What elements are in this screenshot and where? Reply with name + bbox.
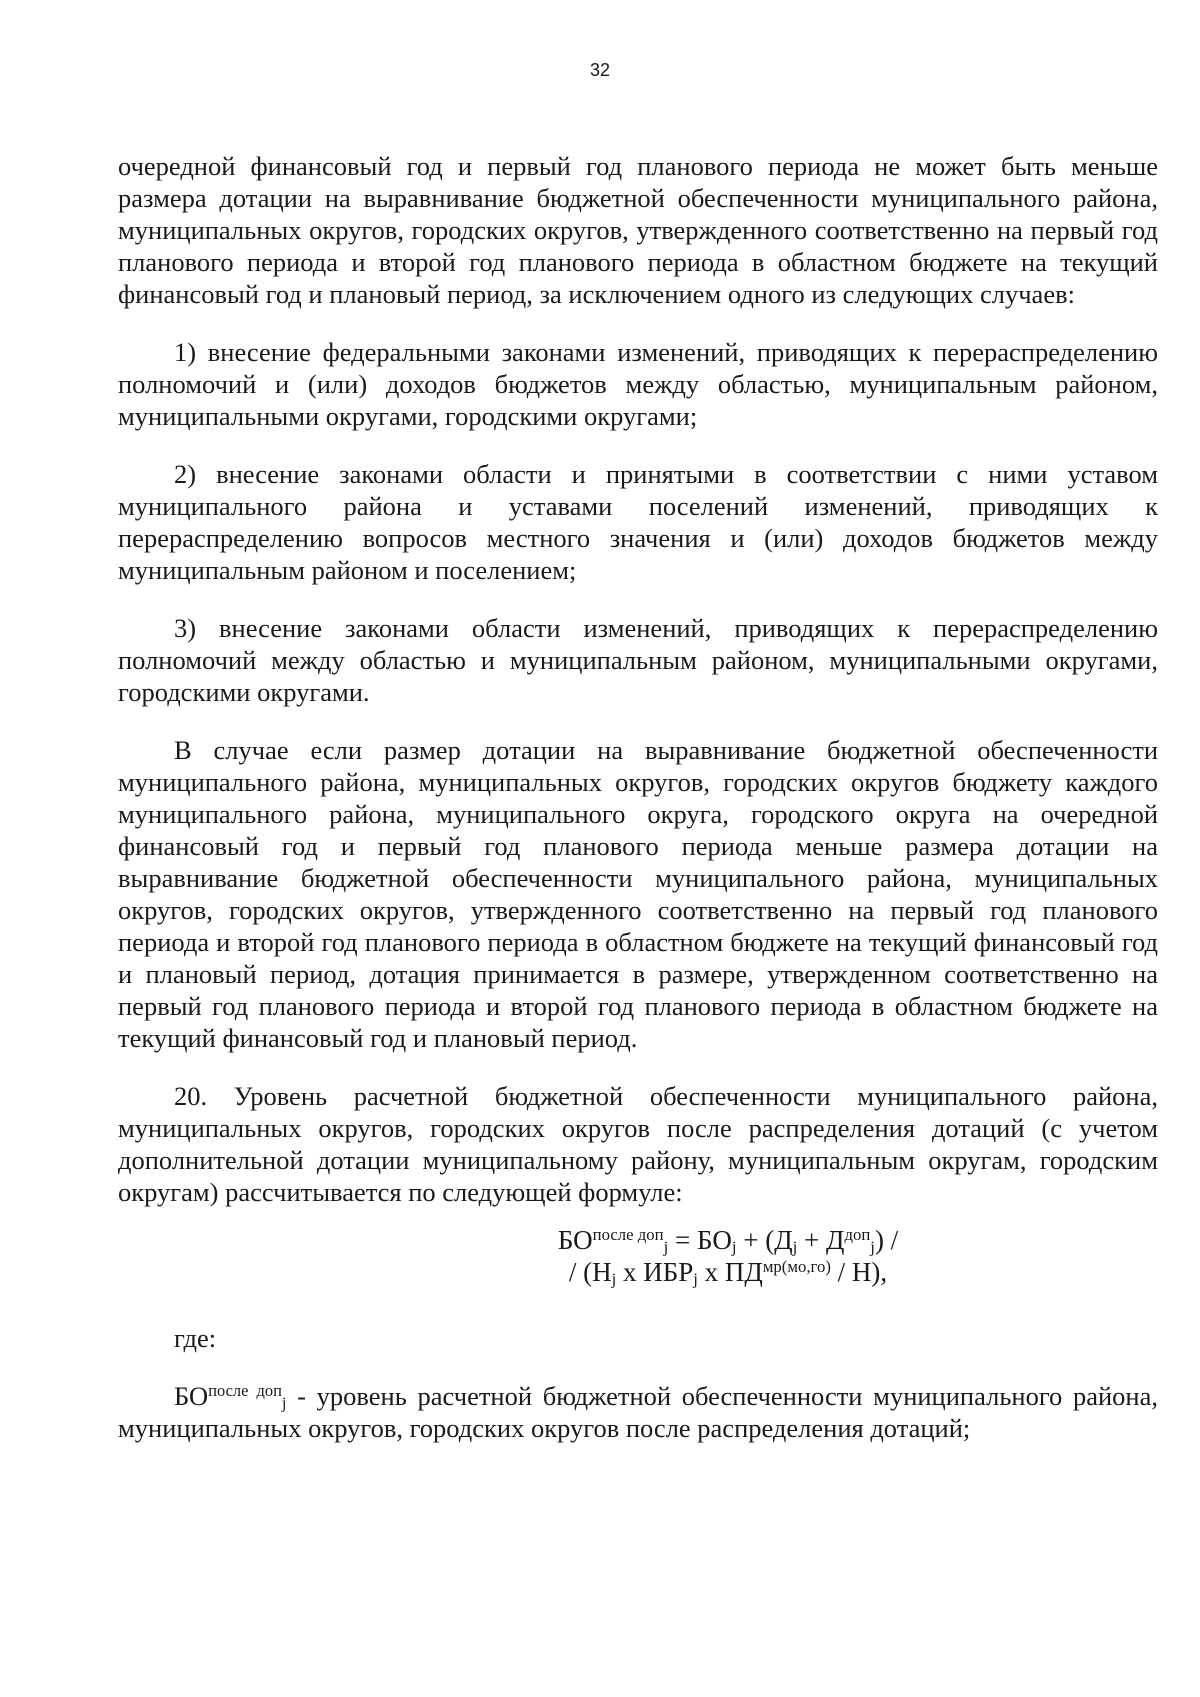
page-number: 32 [589,60,611,80]
where-label: где: [174,1323,217,1353]
paragraph-continuation: очередной финансовый год и первый год планового периода не может быть меньше размера дотации на выравнивание бюджетной обеспеченности муниципального района, муниципальных округов, городских округов, утвержденного соответственно на первый год планового периода и второй год планового периода в областном бюджете на текущий финансовый год и плановый период, за исключением одного из следующих случаев: [118,151,1158,309]
formula-line-2: / ($Н_j$ x $ИБР_j$ x $ПД^{мр(мо,го)} / Н$), [568,1256,888,1289]
list-item-3: 3) внесение законами области изменений, приводящих к перераспределению полномочий между областью и муниципальным районом, муниципальными округами, городскими округами. [118,613,1158,707]
formula [118,1224,1158,1288]
paragraph-item-20: 20. Уровень расчетной бюджетной обеспеченности муниципального района, муниципальных округов, городских округов после распределения дотаций (с учетом дополнительной дотации муниципальному району, муниципальным округам, городским округам) рассчитывается по следующей формуле: [118,1081,1158,1207]
definition-bo: $БО^{после доп}_j$ - уровень расчетной бюджетной обеспеченности муниципального района, муниципальных округов, городских округов после распределения дотаций; [118,1380,1158,1443]
document-body [118,150,1158,1444]
paragraph-dotation-case: В случае если размер дотации на выравнивание бюджетной обеспеченности муниципального района, муниципальных округов, городских округов бюджету каждого муниципального района, муниципального округа, городского округа на очередной финансовый год и первый год планового периода меньше размера дотации на выравнивание бюджетной обеспеченности муниципального района, муниципальных округов, городских округов, утвержденного соответственно на первый год планового периода и второй год планового периода в областном бюджете на текущий финансовый год и плановый период, дотация принимается в размере, утвержденном соответственно на первый год планового периода и второй год планового периода в областном бюджете на текущий финансовый год и плановый период. [118,735,1158,1053]
list-item-1: 1) внесение федеральными законами изменений, приводящих к перераспределению полномочий и (или) доходов бюджетов между областью, муниципальным районом, муниципальными округами, городскими округами; [118,337,1158,431]
formula-line-1: $БО^{после доп}_j = БО_j + (Д_j + Д^{доп}_j)$ / [557,1224,899,1257]
list-item-2: 2) внесение законами области и принятыми в соответствии с ними уставом муниципального района и уставами поселений изменений, приводящих к перераспределению вопросов местного значения и (или) доходов бюджетов между муниципальным районом и поселением; [118,459,1158,585]
